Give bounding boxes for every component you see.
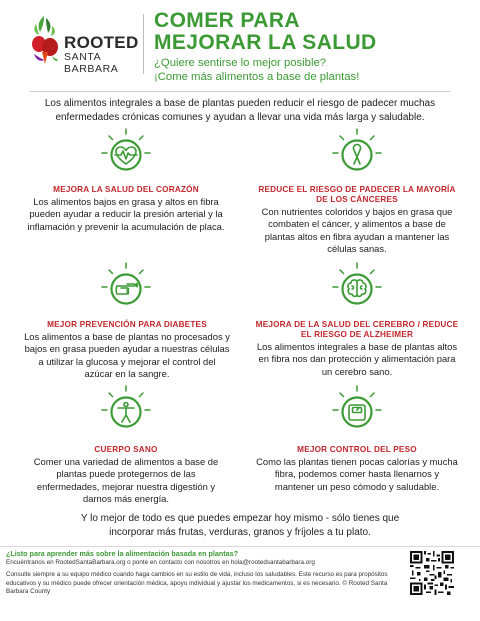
title-line-1: COMER PARA bbox=[154, 9, 300, 32]
benefit-text: Comer una variedad de alimentos a base de plantas puede protegernos de las enfermedades, mejorar nuestra digestión y darnos más energía. bbox=[33, 456, 219, 505]
benefit-text: Con nutrientes coloridos y bajos en grasa que combaten el cáncer, y alimentos a base de plantas altos en fibra ayudan a mantener las células sanas. bbox=[261, 206, 453, 255]
benefit-text: Los alimentos bajos en grasa y altos en fibra pueden ayudar a reducir la presión arterial y la inflamación y prevenir la acumulación de placa. bbox=[27, 196, 225, 232]
footer bbox=[6, 549, 406, 596]
benefit-title: MEJORA DE LA SALUD DEL CEREBRO / REDUCE EL RIESGO DE ALZHEIMER bbox=[255, 320, 459, 339]
ribbon-icon bbox=[332, 128, 382, 178]
subtitle-line-2: ¡Come más alimentos a base de plantas! bbox=[154, 71, 360, 83]
qr-code-icon[interactable] bbox=[410, 551, 454, 595]
brand-name: ROOTED bbox=[64, 33, 139, 52]
header-rule bbox=[30, 91, 450, 92]
rooted-logo bbox=[24, 14, 139, 75]
benefit-heart bbox=[26, 185, 226, 233]
benefit-text: Los alimentos a base de plantas no procesados y bajos en grasa pueden ayudar a nuestras células a utilizar la glucosa y mejorar el control del azúcar en la sangre. bbox=[24, 331, 230, 380]
benefit-title: MEJOR CONTROL DEL PESO bbox=[297, 445, 417, 454]
benefit-title: MEJOR PREVENCIÓN PARA DIABETES bbox=[47, 320, 207, 329]
benefit-weight bbox=[254, 445, 460, 493]
benefit-title: REDUCE EL RIESGO DE PADECER LA MAYORÍA DE LOS CÁNCERES bbox=[258, 185, 456, 204]
benefit-cancer bbox=[254, 185, 460, 256]
footer-question: ¿Listo para aprender más sobre la alimentación basada en plantas? bbox=[6, 549, 239, 558]
page-title bbox=[154, 10, 377, 54]
benefit-body bbox=[26, 445, 226, 506]
brand-location: SANTA BARBARA bbox=[64, 51, 119, 75]
benefit-text: Como las plantas tienen pocas calorías y mucha fibra, podemos comer hasta llenarnos y mantener un peso cómodo y saludable. bbox=[256, 456, 458, 492]
scale-icon bbox=[332, 385, 382, 435]
header-divider bbox=[143, 14, 144, 74]
pricking-finger-icon bbox=[101, 262, 151, 312]
benefit-title: CUERPO SANO bbox=[94, 445, 158, 454]
closing-statement: Y lo mejor de todo es que puedes empezar hoy mismo - sólo tienes que incorporar más frutas, verduras, granos y fríjoles a tu plato. bbox=[80, 513, 400, 538]
benefit-text: Los alimentos integrales a base de plantas altos en fibra nos dan protección y alimentación para un cerebro sano. bbox=[256, 341, 458, 377]
footer-disclaimer: Consulte siempre a su equipo médico cuando haga cambios en su estilo de vida, incluso los saludables. Este recurso es para propósitos educativos y su médico puede ofrecer orientación médica, apoyo individual y ajustar los medicamentos, si es necesario. © Rooted Santa Barbara County bbox=[6, 571, 388, 595]
footer-rule bbox=[0, 546, 480, 547]
page-subtitle bbox=[154, 56, 359, 84]
body-icon bbox=[101, 385, 151, 435]
subtitle-line-1: ¿Quiere sentirse lo mejor posible? bbox=[154, 57, 327, 69]
title-line-2: MEJORAR LA SALUD bbox=[154, 31, 377, 54]
benefit-diabetes bbox=[24, 320, 230, 381]
intro-paragraph: Los alimentos integrales a base de plantas pueden reducir el riesgo de padecer muchas enfermedades crónicas comunes y ayudan a llevar una vida más larga y saludable. bbox=[44, 98, 436, 123]
footer-contact[interactable]: Encuéntranos en RootedSantaBarbara.org o ponte en contacto con nosotros en hola@rootedsantabarbara.org bbox=[6, 559, 315, 566]
heart-pulse-icon bbox=[101, 128, 151, 178]
vegetable-logo-icon bbox=[30, 14, 60, 66]
brain-icon bbox=[332, 262, 382, 312]
benefit-brain bbox=[254, 320, 460, 378]
benefit-title: MEJORA LA SALUD DEL CORAZÓN bbox=[53, 185, 199, 194]
